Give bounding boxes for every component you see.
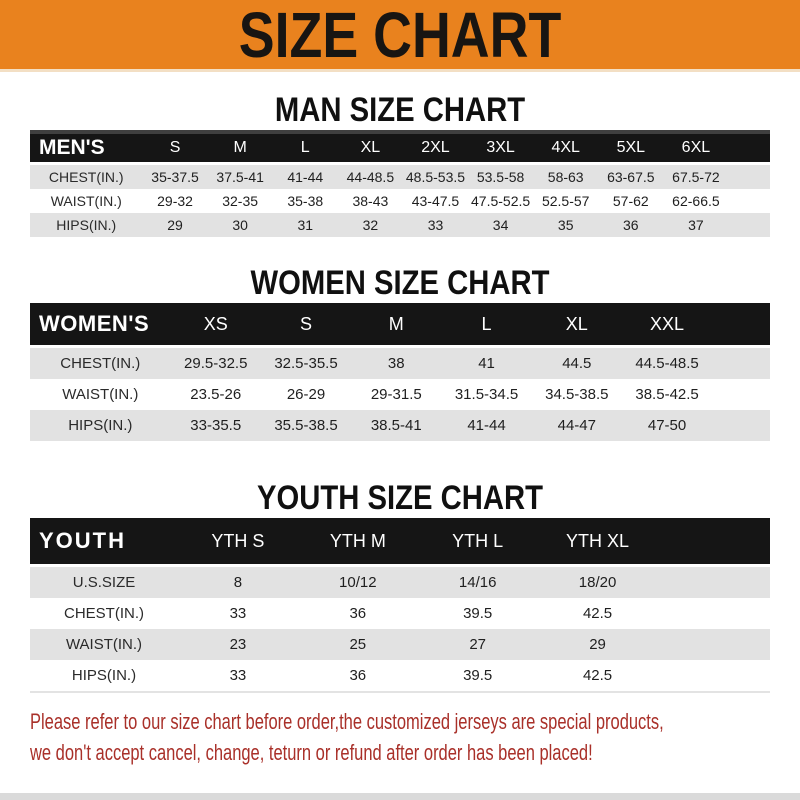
women-size-table xyxy=(30,303,770,441)
spacer-cell xyxy=(728,165,770,189)
column-header: XL xyxy=(338,134,403,165)
spacer-cell xyxy=(712,410,770,441)
size-cell: 35-37.5 xyxy=(142,165,207,189)
spacer-cell xyxy=(658,598,771,629)
size-cell: 36 xyxy=(298,660,418,693)
row-label: CHEST(IN.) xyxy=(30,165,142,189)
spacer-cell xyxy=(712,348,770,379)
size-cell: 44-48.5 xyxy=(338,165,403,189)
table-row xyxy=(30,379,770,410)
size-cell: 33 xyxy=(178,598,298,629)
size-cell: 36 xyxy=(598,213,663,237)
spacer-cell xyxy=(712,379,770,410)
column-header: YTH L xyxy=(418,518,538,567)
youth-header-label: YOUTH xyxy=(30,518,178,567)
column-header: 4XL xyxy=(533,134,598,165)
row-label: WAIST(IN.) xyxy=(30,379,171,410)
size-cell: 25 xyxy=(298,629,418,660)
table-row xyxy=(30,629,770,660)
spacer-cell xyxy=(658,629,771,660)
row-label: WAIST(IN.) xyxy=(30,189,142,213)
size-cell: 37 xyxy=(663,213,728,237)
size-cell: 47.5-52.5 xyxy=(468,189,533,213)
footer-note-line-2: we don't accept cancel, change, teturn or refund after order has been placed! xyxy=(30,740,593,765)
size-cell: 30 xyxy=(208,213,273,237)
size-cell: 35.5-38.5 xyxy=(261,410,351,441)
row-label: WAIST(IN.) xyxy=(30,629,178,660)
size-cell: 53.5-58 xyxy=(468,165,533,189)
size-cell: 31.5-34.5 xyxy=(441,379,531,410)
column-header: L xyxy=(441,303,531,348)
table-row xyxy=(30,189,770,213)
man-size-heading: MAN SIZE CHART xyxy=(274,91,526,129)
size-cell: 23 xyxy=(178,629,298,660)
size-cell: 41-44 xyxy=(441,410,531,441)
size-cell: 33 xyxy=(403,213,468,237)
youth-size-heading: YOUTH SIZE CHART xyxy=(257,479,543,517)
size-cell: 38.5-41 xyxy=(351,410,441,441)
size-cell: 33 xyxy=(178,660,298,693)
size-cell: 63-67.5 xyxy=(598,165,663,189)
size-cell: 38-43 xyxy=(338,189,403,213)
size-cell: 67.5-72 xyxy=(663,165,728,189)
size-cell: 36 xyxy=(298,598,418,629)
size-cell: 29-32 xyxy=(142,189,207,213)
row-label: U.S.SIZE xyxy=(30,567,178,598)
size-cell: 14/16 xyxy=(418,567,538,598)
spacer-cell xyxy=(728,134,770,165)
size-cell: 47-50 xyxy=(622,410,712,441)
spacer-cell xyxy=(728,189,770,213)
row-label: HIPS(IN.) xyxy=(30,213,142,237)
size-cell: 18/20 xyxy=(538,567,658,598)
youth-size-table xyxy=(30,518,770,693)
size-cell: 43-47.5 xyxy=(403,189,468,213)
man-size-table xyxy=(30,130,770,237)
footer-note-line-1: Please refer to our size chart before order,the customized jerseys are special products, xyxy=(30,709,664,734)
size-cell: 23.5-26 xyxy=(171,379,261,410)
spacer-cell xyxy=(712,303,770,348)
table-header-row xyxy=(30,134,770,165)
table-row xyxy=(30,567,770,598)
size-cell: 62-66.5 xyxy=(663,189,728,213)
table-row xyxy=(30,165,770,189)
size-chart-banner xyxy=(0,0,800,72)
size-cell: 10/12 xyxy=(298,567,418,598)
table-row xyxy=(30,348,770,379)
size-cell: 27 xyxy=(418,629,538,660)
table-row xyxy=(30,410,770,441)
row-label: CHEST(IN.) xyxy=(30,598,178,629)
column-header: M xyxy=(208,134,273,165)
size-cell: 33-35.5 xyxy=(171,410,261,441)
women-size-heading: WOMEN SIZE CHART xyxy=(250,264,550,302)
column-header: 2XL xyxy=(403,134,468,165)
size-cell: 34.5-38.5 xyxy=(532,379,622,410)
size-cell: 52.5-57 xyxy=(533,189,598,213)
size-cell: 41 xyxy=(441,348,531,379)
size-cell: 29.5-32.5 xyxy=(171,348,261,379)
size-cell: 8 xyxy=(178,567,298,598)
size-cell: 29 xyxy=(538,629,658,660)
table-header-row xyxy=(30,303,770,348)
bottom-edge-divider xyxy=(0,793,800,800)
column-header: S xyxy=(142,134,207,165)
column-header: 5XL xyxy=(598,134,663,165)
spacer-cell xyxy=(658,518,771,567)
size-cell: 26-29 xyxy=(261,379,351,410)
size-cell: 32.5-35.5 xyxy=(261,348,351,379)
size-cell: 44-47 xyxy=(532,410,622,441)
column-header: XS xyxy=(171,303,261,348)
column-header: M xyxy=(351,303,441,348)
size-cell: 44.5-48.5 xyxy=(622,348,712,379)
size-cell: 29-31.5 xyxy=(351,379,441,410)
footer-note xyxy=(30,706,800,768)
column-header: L xyxy=(273,134,338,165)
size-cell: 48.5-53.5 xyxy=(403,165,468,189)
table-row xyxy=(30,213,770,237)
size-cell: 29 xyxy=(142,213,207,237)
column-header: 3XL xyxy=(468,134,533,165)
row-label: HIPS(IN.) xyxy=(30,660,178,693)
size-cell: 42.5 xyxy=(538,598,658,629)
size-cell: 57-62 xyxy=(598,189,663,213)
size-cell: 58-63 xyxy=(533,165,598,189)
row-label: CHEST(IN.) xyxy=(30,348,171,379)
column-header: 6XL xyxy=(663,134,728,165)
table-row xyxy=(30,598,770,629)
size-cell: 37.5-41 xyxy=(208,165,273,189)
men-header-label: MEN'S xyxy=(30,134,142,165)
table-header-row xyxy=(30,518,770,567)
size-cell: 38 xyxy=(351,348,441,379)
size-cell: 44.5 xyxy=(532,348,622,379)
spacer-cell xyxy=(658,567,771,598)
table-row xyxy=(30,660,770,693)
column-header: XXL xyxy=(622,303,712,348)
column-header: YTH XL xyxy=(538,518,658,567)
column-header: S xyxy=(261,303,351,348)
column-header: YTH M xyxy=(298,518,418,567)
spacer-cell xyxy=(658,660,771,693)
size-cell: 32-35 xyxy=(208,189,273,213)
size-cell: 39.5 xyxy=(418,660,538,693)
size-cell: 41-44 xyxy=(273,165,338,189)
column-header: XL xyxy=(532,303,622,348)
size-cell: 39.5 xyxy=(418,598,538,629)
size-cell: 31 xyxy=(273,213,338,237)
size-cell: 35-38 xyxy=(273,189,338,213)
column-header: YTH S xyxy=(178,518,298,567)
row-label: HIPS(IN.) xyxy=(30,410,171,441)
size-cell: 38.5-42.5 xyxy=(622,379,712,410)
size-cell: 34 xyxy=(468,213,533,237)
size-cell: 42.5 xyxy=(538,660,658,693)
size-cell: 35 xyxy=(533,213,598,237)
spacer-cell xyxy=(728,213,770,237)
women-header-label: WOMEN'S xyxy=(30,303,171,348)
banner-title: SIZE CHART xyxy=(238,0,562,71)
size-cell: 32 xyxy=(338,213,403,237)
